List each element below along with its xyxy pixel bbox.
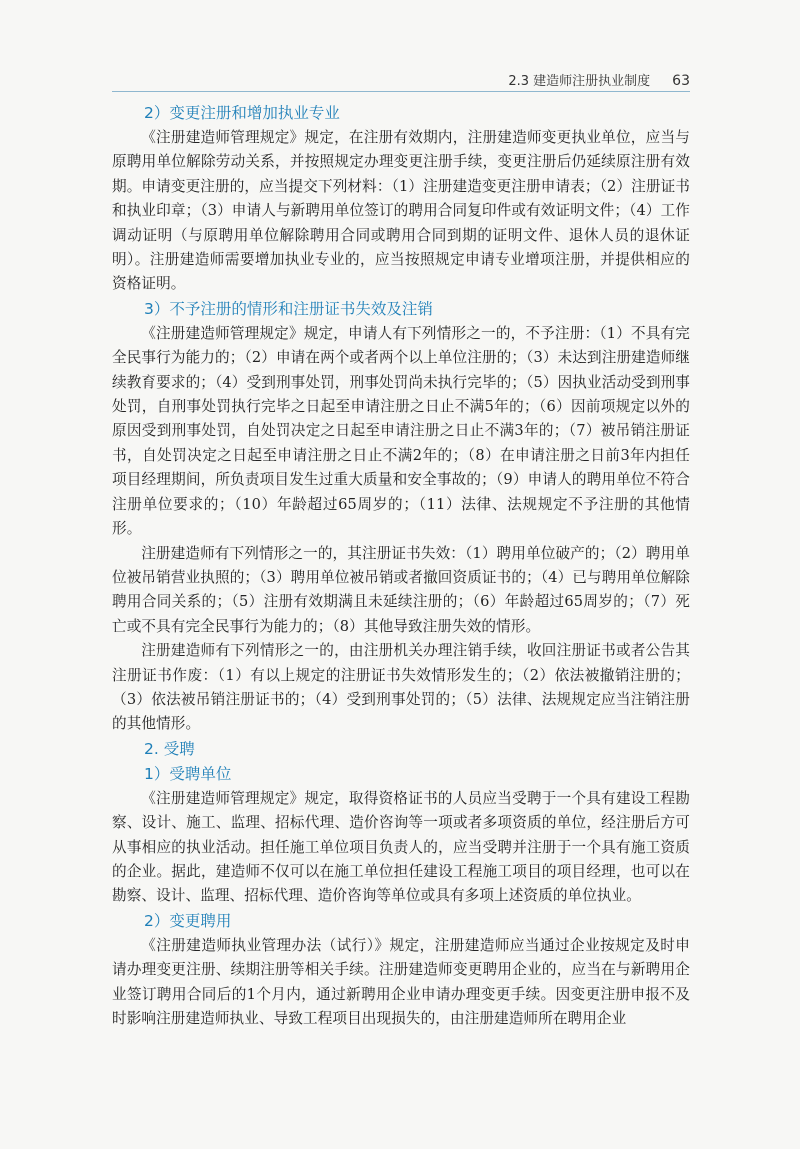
paragraph-change-employment: 《注册建造师执业管理办法（试行）》规定，注册建造师应当通过企业按规定及时申请办理变更注册、续期注册等相关手续。注册建造师变更聘用企业的，应当在与新聘用企业签订聘用合同后的1个月内，通过新聘用企业申请办理变更手续。因变更注册申报不及时影响注册建造师执业、导致工程项目出现损失的，由注册建造师所在聘用企业 bbox=[112, 936, 690, 1027]
paragraph-change-registration: 《注册建造师管理规定》规定，在注册有效期内，注册建造师变更执业单位，应当与原聘用单位解除劳动关系，并按照规定办理变更注册手续，变更注册后仍延续原注册有效期。申请变更注册的，应当提交下列材料：（1）注册建造变更注册申请表；（2）注册证书和执业印章；（3）申请人与新聘用单位签订的聘用合同复印件或有效证明文件；（4）工作调动证明（与原聘用单位解除聘用合同或聘用合同到期的证明文件、退休人员的退休证明）。注册建造师需要增加执业专业的，应当按照规定申请专业增项注册，并提供相应的资格证明。 bbox=[112, 129, 690, 293]
paragraph-registration-refusal: 《注册建造师管理规定》规定，申请人有下列情形之一的，不予注册：（1）不具有完全民事行为能力的；（2）申请在两个或者两个以上单位注册的；（3）未达到注册建造师继续教育要求的；（4）受到刑事处罚，刑事处罚尚未执行完毕的；（5）因执业活动受到刑事处罚，自刑事处罚执行完毕之日起至申请注册之日止不满5年的；（6）因前项规定以外的原因受到刑事处罚，自处罚决定之日起至申请注册之日止不满3年的；（7）被吊销注册证书，自处罚决定之日起至申请注册之日止不满2年的；（8）在申请注册之日前3年内担任项目经理期间，所负责项目发生过重大质量和安全事故的；（9）申请人的聘用单位不符合注册单位要求的；（10）年龄超过65周岁的；（11）法律、法规规定不予注册的其他情形。 bbox=[112, 324, 690, 538]
heading-employment: 2. 受聘 bbox=[144, 739, 195, 758]
heading-change-registration: 2）变更注册和增加执业专业 bbox=[144, 104, 340, 122]
running-header bbox=[112, 70, 690, 89]
paragraph-certificate-cancel: 注册建造师有下列情形之一的，由注册机关办理注销手续，收回注册证书或者公告其注册证书作废：（1）有以上规定的注册证书失效情形发生的；（2）依法被撤销注册的；（3）依法被吊销注册证书的；（4）受到刑事处罚的；（5）法律、法规规定应当注销注册的其他情形。 bbox=[112, 642, 690, 733]
section-title: 2.3 建造师注册执业制度 bbox=[508, 74, 651, 89]
heading-employing-unit: 1）受聘单位 bbox=[144, 764, 232, 783]
heading-registration-refusal: 3）不予注册的情形和注册证书失效及注销 bbox=[144, 299, 433, 318]
page-number: 63 bbox=[672, 73, 690, 89]
header-divider bbox=[112, 91, 690, 92]
heading-change-employment: 2）变更聘用 bbox=[144, 911, 232, 930]
paragraph-certificate-invalid: 注册建造师有下列情形之一的，其注册证书失效：（1）聘用单位破产的；（2）聘用单位被吊销营业执照的；（3）聘用单位被吊销或者撤回资质证书的；（4）已与聘用单位解除聘用合同关系的；（5）注册有效期满且未延续注册的；（6）年龄超过65周岁的；（7）死亡或不具有完全民事行为能力的；（8）其他导致注册失效的情形。 bbox=[112, 544, 690, 635]
paragraph-employing-unit: 《注册建造师管理规定》规定，取得资格证书的人员应当受聘于一个具有建设工程勘察、设计、施工、监理、招标代理、造价咨询等一项或者多项资质的单位，经注册后方可从事相应的执业活动。担任施工单位项目负责人的，应当受聘并注册于一个具有施工资质的企业。据此，建造师不仅可以在施工单位担任建设工程施工项目的项目经理，也可以在勘察、设计、监理、招标代理、造价咨询等单位或具有多项上述资质的单位执业。 bbox=[112, 789, 690, 905]
page-body bbox=[112, 101, 690, 1031]
